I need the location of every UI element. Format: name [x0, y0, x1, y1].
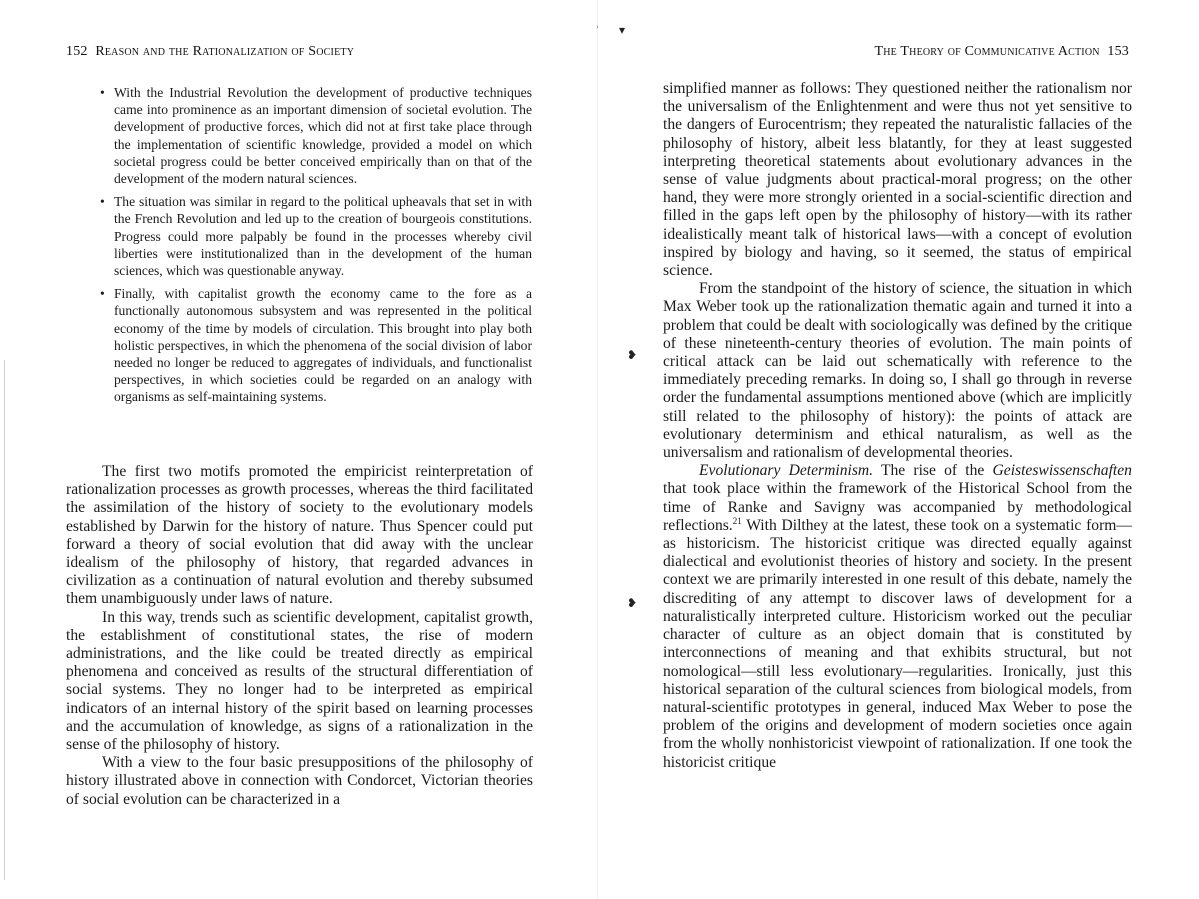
paragraph-continued: simplified manner as follows: They questioned neither the rationalism nor the universalism of the Enlightenment and were thus not yet sensitive to the dangers of Eurocentrism; they repeated the naturalistic fallacies of the philosophy of history, albeit less blatantly, for they at least suggested interpreting theoretical statements about evolutionary advances in the sense of value judgments about practical-moral progress; on the other hand, they were more strongly oriented in a social-scientific direction and filled in the gaps left open by the philosophy of history—with its rather idealistically meant talk of historical laws—with a concept of evolution inspired by biology and having, so it seemed, the status of empirical science. — [663, 80, 1132, 280]
running-head-right — [874, 44, 1133, 60]
right-body-text — [663, 80, 1132, 772]
scan-speck: ❥ — [627, 348, 638, 362]
bullet-list — [98, 84, 532, 412]
foreign-term: Geisteswissenschaften — [992, 462, 1132, 480]
scan-speck: ❥ — [627, 596, 638, 610]
bullet-item — [98, 84, 532, 187]
bullet-icon: • — [100, 286, 105, 302]
right-page — [600, 0, 1199, 899]
paragraph: With a view to the four basic presuppositions of the philosophy of history illustrated above in connection with Condorcet, Victorian theories of social evolution can be characterized in a — [66, 754, 533, 808]
bullet-icon: • — [100, 194, 105, 210]
section-text: With Dilthey at the latest, these took on a systematic form—as historicism. The historicist critique was directed equally against dialectical and evolutionist theories of history and society. In the present context we are primarily interested in one result of this debate, namely the discrediting of any attempt to discover laws of development for a naturalistically interpreted culture. Historicism worked out the peculiar character of culture as an object domain that is constituted by interconnections of meaning and that exhibits structural, but not nomological—still less evolutionary—regularities. Ironically, just this historical separation of the cultural sciences from biological models, from natural-scientific prototypes in general, induced Max Weber to pose the problem of the origins and development of modern societies once again from the wholly nonhistoricist viewpoint of rationalization. If one took the historicist critique — [663, 516, 1133, 771]
footnote-reference[interactable]: 21 — [732, 515, 742, 526]
running-head-title-left: Reason and the Rationalization of Society — [95, 44, 355, 59]
paragraph: The first two motifs promoted the empiricist reinterpretation of rationalization processes as growth processes, whereas the third facilitated the assimilation of the history of society to the evolutionary models established by Darwin for the history of nature. Thus Spencer could put forward a theory of social evolution that did away with the unclear idealism of the philosophy of history, that regarded advances in civilization as a continuation of natural evolution and thereby subsumed them unambiguously under laws of nature. — [66, 463, 533, 608]
page-number-left: 152 — [66, 44, 88, 59]
bullet-text: The situation was similar in regard to the political upheavals that set in with the French Revolution and led up to the creation of bourgeois constitutions. Progress could more palpably be found in the processes whereby civil liberties were institutionalized than in the development of the human sciences, which was questionable anyway. — [114, 194, 532, 279]
section-paragraph — [663, 462, 1132, 771]
running-head-title-right: The Theory of Communicative Action — [874, 44, 1100, 59]
section-text: that took place within the framework of the Historical School from the time of Ranke and Savigny was accompanied by methodological reflections. — [663, 480, 1132, 534]
bullet-item — [98, 285, 532, 405]
bullet-item — [98, 193, 532, 279]
scan-speck: › — [596, 22, 599, 31]
paragraph: From the standpoint of the history of science, the situation in which Max Weber took up the rationalization thematic again and turned it into a problem that could be dealt with sociologically was defined by the critique of these nineteenth-century theories of evolution. The main points of critical attack can be laid out schematically with reference to the immediately preceding remarks. In doing so, I shall go through in reverse order the fundamental assumptions mentioned above (which are implicitly still related to the philosophy of history): the points of attack are evolutionary determinism and ethical naturalism, as well as the universalism and rationalism of developmental theories. — [663, 280, 1132, 462]
running-head-left — [62, 44, 354, 60]
paragraph: In this way, trends such as scientific development, capitalist growth, the establishment of constitutional states, the rise of modern administrations, and the like could be treated directly as empirical phenomena and conceived as results of the structural differentiation of social systems. They no longer had to be interpreted as empirical indicators of an internal history of the spirit based on learning processes and the accumulation of knowledge, as signs of a rationalization in the sense of the philosophy of history. — [66, 608, 533, 754]
bullet-icon: • — [100, 85, 105, 100]
section-text: The rise of the — [880, 462, 985, 480]
bullet-text: Finally, with capitalist growth the economy came to the fore as a functionally autonomous subsystem and was represented in the political economy of the time by models of circulation. This brought into play both holistic perspectives, in which the phenomena of the social division of labor needed no longer be reduced to aggregates of individuals, and functionalist perspectives, in which societies could be regarded on an analogy with organisms as self-maintaining systems. — [114, 286, 532, 405]
page-number-right: 153 — [1107, 44, 1129, 59]
bullet-text: With the Industrial Revolution the development of productive techniques came into prominence as an important dimension of societal evolution. The development of productive forces, which did not at first take place through the implementation of scientific knowledge, provided a model on which societal progress could be better conceived empirically than on that of the development of the modern natural sciences. — [114, 85, 532, 187]
scan-speck: ▾ — [619, 23, 626, 37]
section-heading: Evolutionary Determinism. — [699, 462, 874, 480]
left-body-text — [66, 463, 533, 809]
